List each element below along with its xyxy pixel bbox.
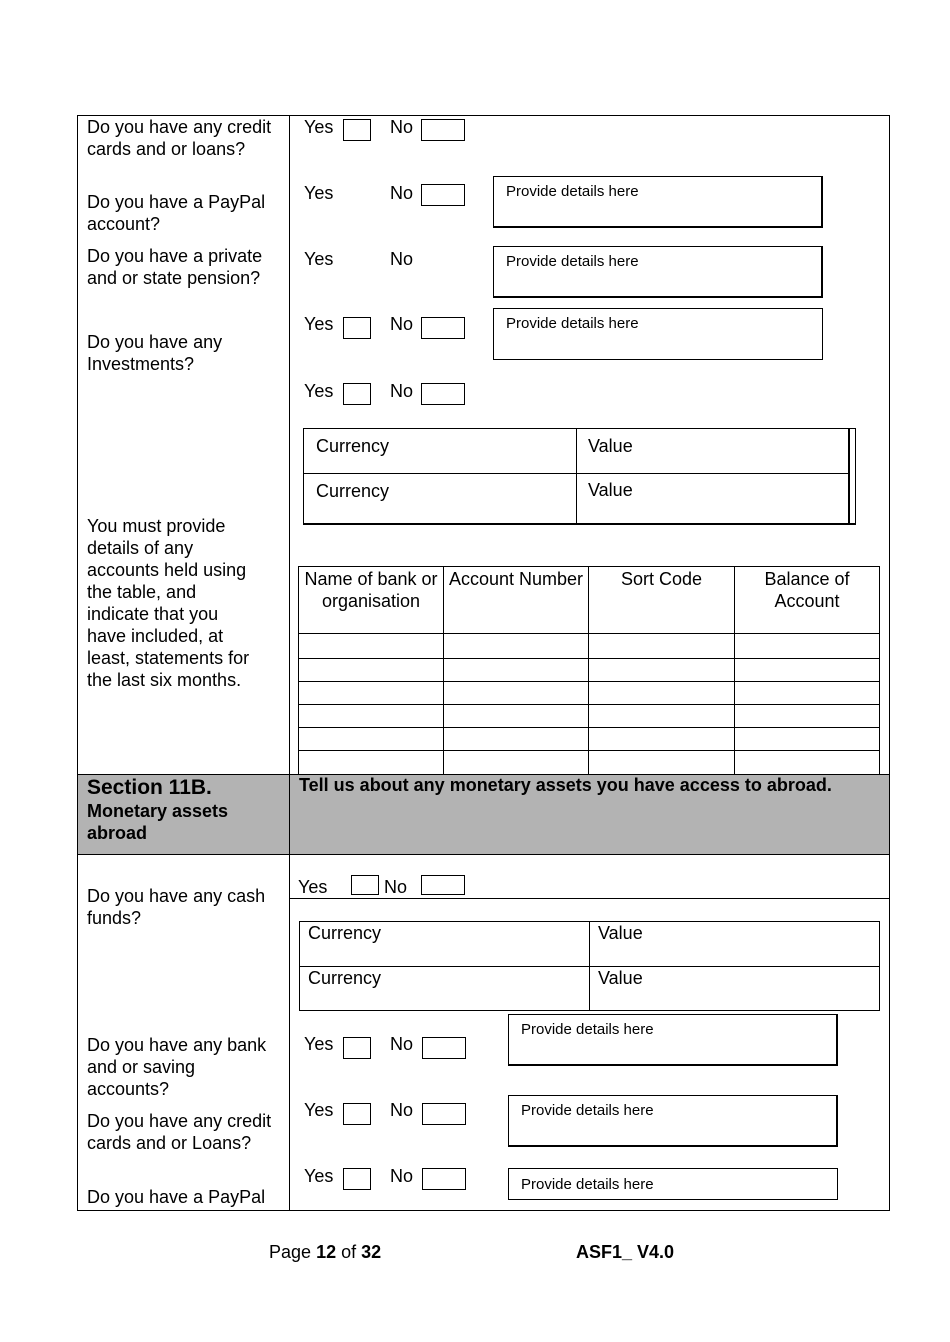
yes-label: Yes: [304, 1100, 334, 1120]
no-label: No: [390, 1034, 414, 1054]
bank-table-col-line: [588, 566, 589, 775]
credit-abroad-yes-checkbox[interactable]: [343, 1103, 371, 1125]
yes-label: Yes: [304, 249, 334, 269]
paypal-abroad-no-checkbox[interactable]: [422, 1168, 466, 1190]
bank-table-col-line: [443, 566, 444, 775]
investments-details-field[interactable]: Provide details here: [493, 308, 823, 360]
yes-label: Yes: [304, 117, 334, 137]
section-description: Tell us about any monetary assets you have access to abroad.: [299, 775, 832, 795]
currency-cell[interactable]: Currency: [316, 436, 390, 456]
cash-funds-question: Do you have any cash funds?: [87, 886, 266, 928]
balance-header: Balance of Account: [764, 569, 850, 611]
paypal-no-checkbox[interactable]: [421, 184, 465, 206]
accounts-no-checkbox[interactable]: [421, 383, 465, 405]
credit-cards-question: Do you have any credit cards and or loans?: [87, 117, 272, 159]
paypal-abroad-yes-checkbox[interactable]: [343, 1168, 371, 1190]
currency-cell[interactable]: Currency: [316, 481, 390, 501]
bank-savings-question: Do you have any bank and or saving accounts?: [87, 1035, 267, 1099]
yes-label: Yes: [304, 1166, 334, 1186]
paypal-question: Do you have a PayPal account?: [87, 192, 266, 234]
bank-details-field[interactable]: Provide details here: [508, 1014, 838, 1066]
section-header-divider: [289, 774, 290, 855]
page-prefix: Page: [269, 1242, 312, 1262]
credit-yes-checkbox[interactable]: [343, 119, 371, 141]
page-number: [269, 1241, 381, 1263]
yes-label: Yes: [304, 314, 334, 334]
bank-table-row-line: [298, 658, 880, 659]
investments-no-checkbox[interactable]: [421, 317, 465, 339]
investments-question: Do you have any Investments?: [87, 332, 223, 374]
section-subtitle: Monetary assets abroad: [87, 801, 229, 843]
sort-code-header: Sort Code: [620, 569, 703, 589]
no-label: No: [390, 1166, 414, 1186]
total-pages: 32: [361, 1242, 382, 1262]
account-number-header: Account Number: [448, 569, 584, 589]
cash-yes-checkbox[interactable]: [351, 875, 379, 895]
bank-table-row-line: [298, 681, 880, 682]
no-label: No: [384, 877, 408, 897]
currency-table-row-line: [303, 473, 848, 474]
bank-name-header: Name of bank or organisation: [304, 569, 438, 611]
cash-table-row-line: [299, 966, 880, 967]
cash-row-separator: [290, 898, 890, 899]
credit-details-field[interactable]: Provide details here: [508, 1095, 838, 1147]
pension-question: Do you have a private and or state pension?: [87, 246, 263, 288]
accounts-instruction: You must provide details of any accounts held using the table, and indicate that you have included, at least, statements for the last six months.: [87, 516, 250, 690]
bank-table-row-line: [298, 704, 880, 705]
accounts-yes-checkbox[interactable]: [343, 383, 371, 405]
credit-loans-question: Do you have any credit cards and or Loans?: [87, 1111, 272, 1153]
pension-details-field[interactable]: Provide details here: [493, 246, 823, 298]
paypal-abroad-question: Do you have a PayPal: [87, 1187, 266, 1207]
yes-label: Yes: [304, 183, 334, 203]
document-code: ASF1_ V4.0: [576, 1242, 675, 1262]
no-label: No: [390, 183, 414, 203]
yes-label: Yes: [298, 877, 328, 897]
bank-table-row-line: [298, 633, 880, 634]
paypal-details-field[interactable]: Provide details here: [493, 176, 823, 228]
currency-cell[interactable]: Currency: [308, 923, 382, 943]
value-cell[interactable]: Value: [588, 436, 633, 456]
no-label: No: [390, 1100, 414, 1120]
current-page: 12: [316, 1242, 337, 1262]
credit-abroad-no-checkbox[interactable]: [422, 1103, 466, 1125]
paypal-abroad-details-field[interactable]: Provide details here: [508, 1168, 838, 1200]
no-label: No: [390, 381, 414, 401]
yes-label: Yes: [304, 381, 334, 401]
section-title: Section 11B.: [87, 776, 212, 799]
no-label: No: [390, 117, 414, 137]
column-divider: [289, 115, 290, 1211]
currency-cell[interactable]: Currency: [308, 968, 382, 988]
page-of: of: [341, 1242, 357, 1262]
currency-table-inner-edge: [848, 428, 850, 525]
currency-table-divider: [576, 428, 577, 525]
bank-no-checkbox[interactable]: [422, 1037, 466, 1059]
value-cell[interactable]: Value: [588, 480, 633, 500]
bank-table-row-line: [298, 750, 880, 751]
yes-label: Yes: [304, 1034, 334, 1054]
bank-table-row-line: [298, 727, 880, 728]
value-cell[interactable]: Value: [598, 923, 643, 943]
investments-yes-checkbox[interactable]: [343, 317, 371, 339]
bank-yes-checkbox[interactable]: [343, 1037, 371, 1059]
no-label: No: [390, 249, 414, 269]
credit-no-checkbox[interactable]: [421, 119, 465, 141]
value-cell[interactable]: Value: [598, 968, 643, 988]
no-label: No: [390, 314, 414, 334]
cash-no-checkbox[interactable]: [421, 875, 465, 895]
